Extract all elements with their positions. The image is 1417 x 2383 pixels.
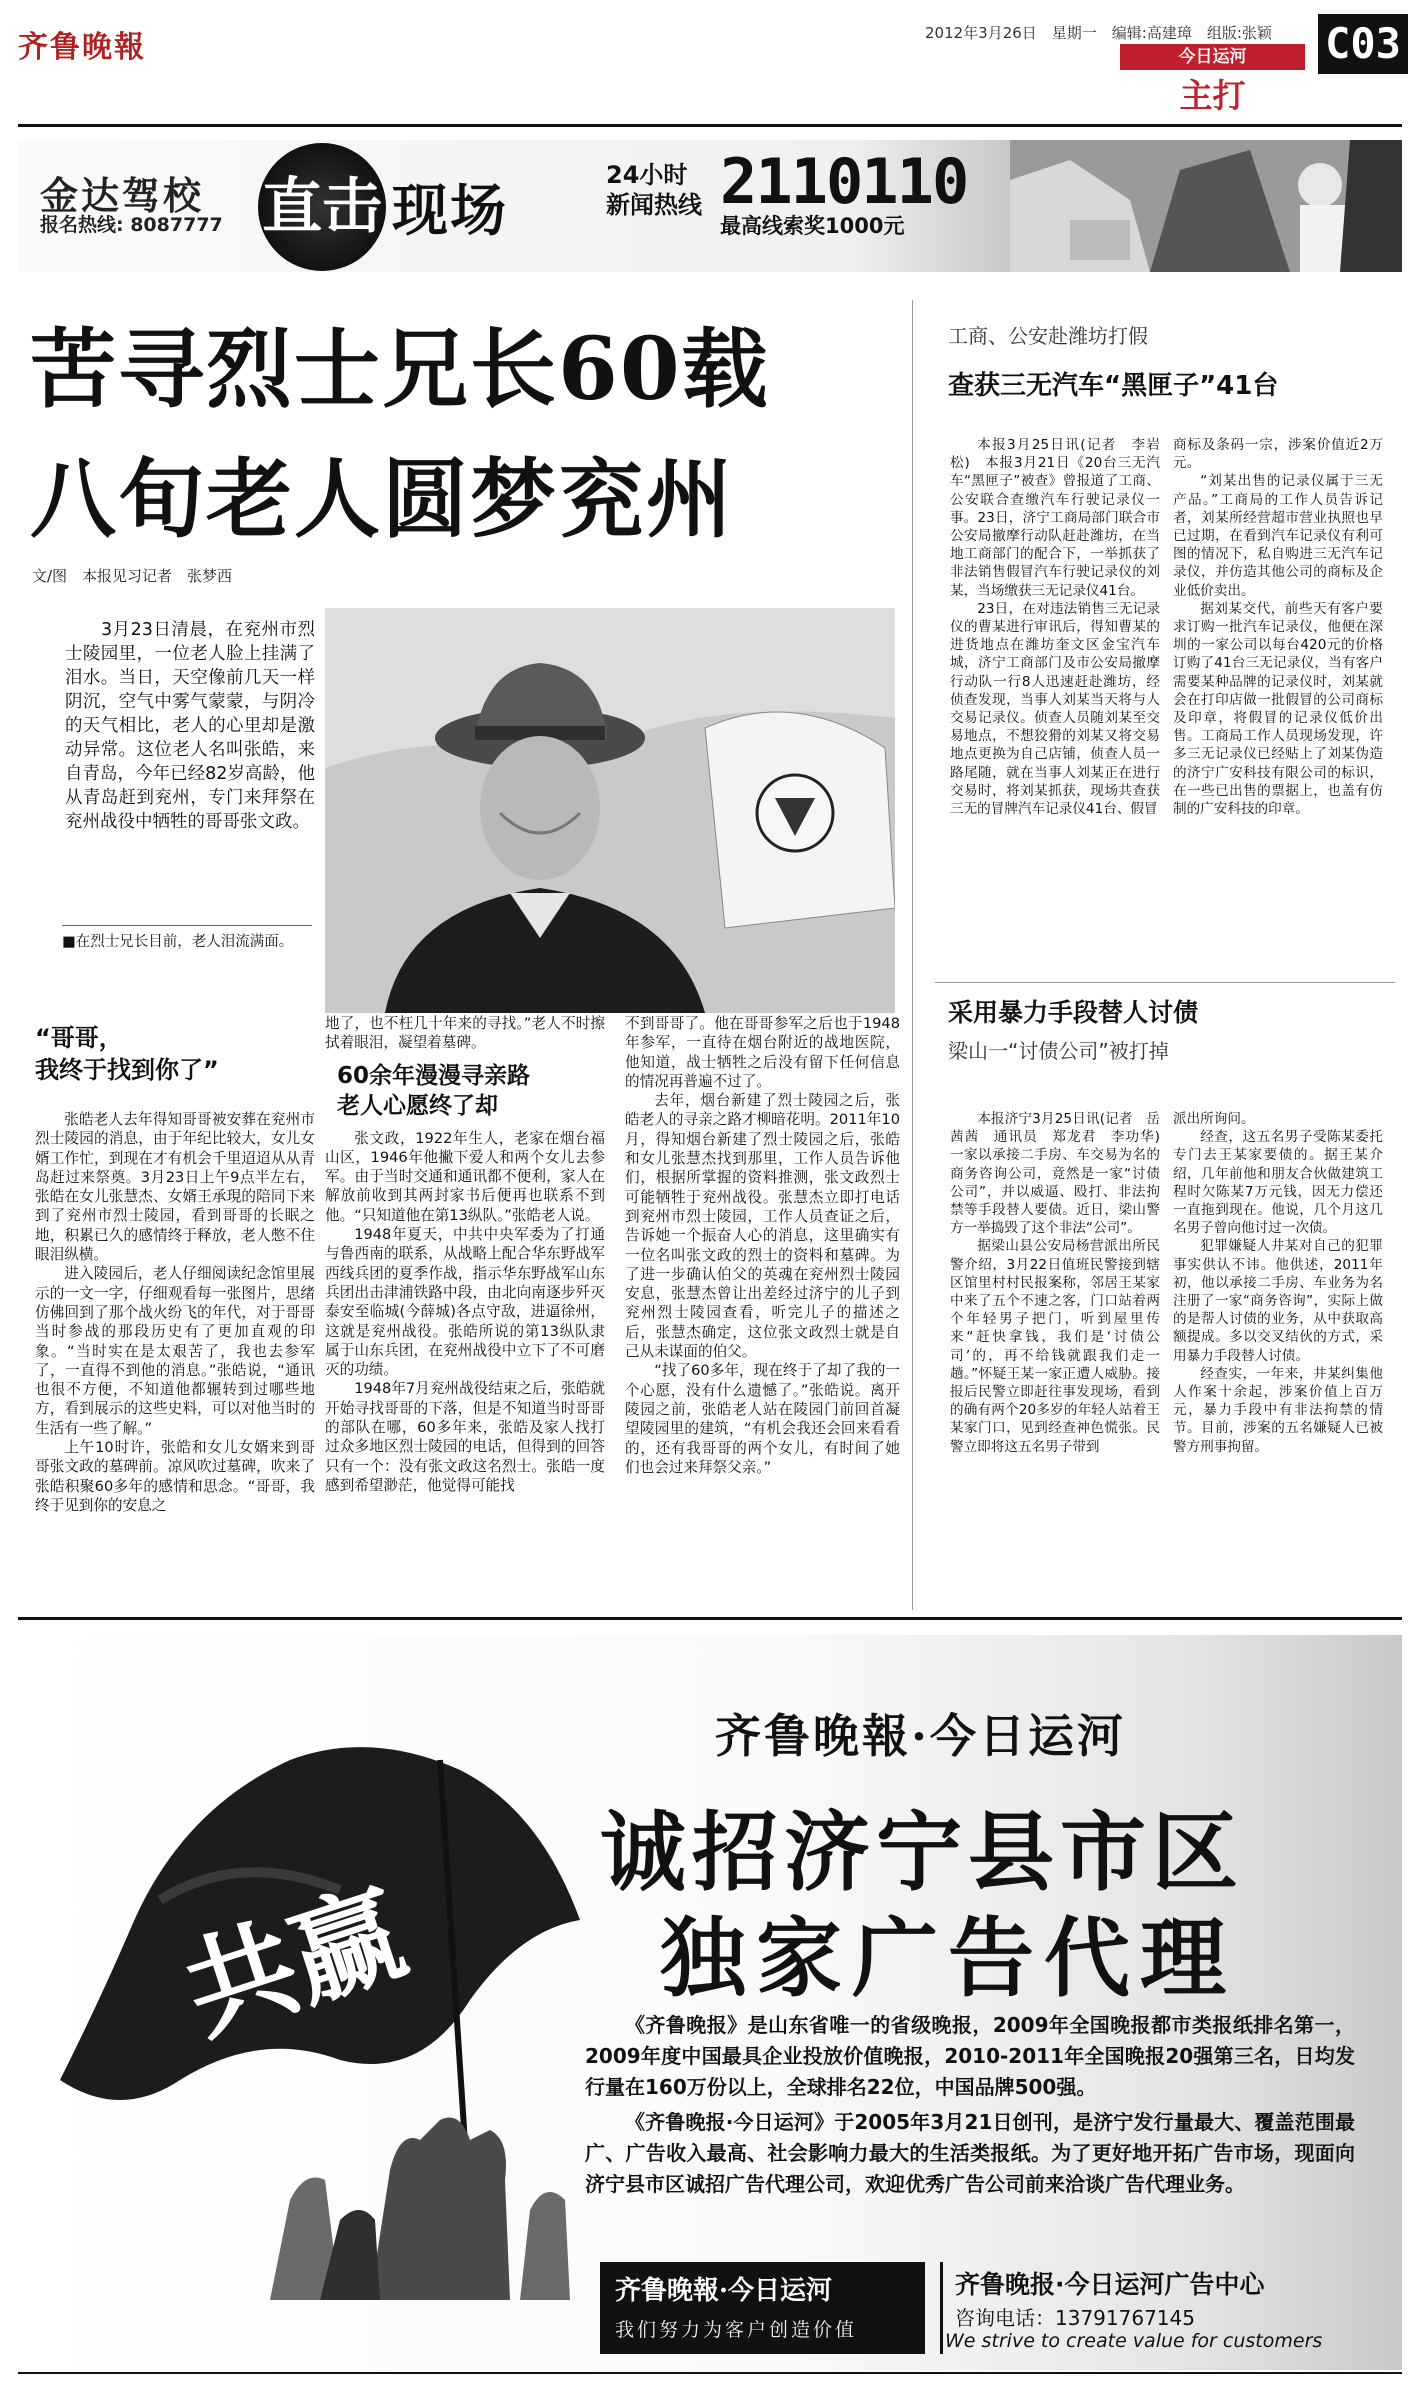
- paragraph: 据梁山县公安局杨营派出所民警介绍，3月22日值班民警接到辖区馆里村村民报案称，邻居王某家中来了五个不速之客，门口站着两个年轻男子把门，听到屋里传来“赶快拿钱，我们是‘讨债公司’的，再不给钱就跟我们走一趟。”怀疑王某一家正遭人威胁。接报后民警立即赶往事发现场，看到的确有两个20多岁的年轻人站着王某家门口，见到经查神色慌张。民警立即将这五名男子带到: [950, 1238, 1160, 1455]
- main-photo: [325, 608, 895, 1013]
- paragraph: 据刘某交代，前些天有客户要求订购一批汽车记录仪，他便在深圳的一家公司以每台420元的价格订购了41台三无记录仪，当有客户需要某种品牌的记录仪时，刘某就会在打印店做一批假冒的公司商标及印章，将假冒的记录仪低价出售。工商局工作人员现场发现，许多三无记录仪已经贴上了刘某伪造的济宁广安科技有限公司的标识，在一些已出售的票据上，也盖有仿制的广安科技的印章。: [1173, 600, 1383, 818]
- story2-column-2: [1173, 436, 1383, 818]
- banner-reward: 最高线索奖1000元: [720, 214, 905, 238]
- page-number: C03: [1318, 14, 1408, 74]
- bottom-rule: [18, 2372, 1402, 2374]
- paragraph: “找了60多年，现在终于了却了我的一个心愿，没有什么遗憾了。”张皓说。离开陵园之前，张皓老人站在陵园门前回首凝望陵园里的建筑，“有机会我还会回来看看的，还有我哥哥的两个女儿，有时间了她们也会过来拜祭父亲。”: [625, 1362, 900, 1476]
- main-byline: 文/图 本报见习记者 张梦西: [32, 567, 233, 585]
- photo-caption-text: 在烈士兄长目前，老人泪流满面。: [75, 934, 294, 950]
- paragraph: “刘某出售的记录仪属于三无产品。”工商局的工作人员告诉记者，刘某所经营超市营业执照也早已过期，在看到汽车记录仪有利可图的情况下，私自购进三无汽车记录仪，并仿造其他公司的商标及企业低价卖出。: [1173, 473, 1383, 599]
- banner-hotline-label: 24小时 新闻热线: [606, 161, 702, 219]
- story-divider: [935, 982, 1395, 983]
- paragraph: 张皓老人去年得知哥哥被安葬在兖州市烈士陵园的消息，由于年纪比较大，女儿女婿工作忙，到现在才有机会千里迢迢从从青岛赶过来祭奠。3月23日上午9点半左右，张皓在女儿张慧杰、女婿王承現的陪同下来到了兖州市烈士陵园，看到哥哥的长眠之地，积累已久的感情终于释放，老人憋不住眼泪纵横。: [35, 1111, 315, 1264]
- ad-brand: 齐鲁晚報·今日运河: [715, 1709, 1127, 1763]
- paragraph: 不到哥哥了。他在哥哥参军之后也于1948年参军，一直待在烟台附近的战地医院，他知道，战士牺牲之后没有留下任何信息的情况再普遍不过了。: [625, 1015, 900, 1090]
- ad-paragraph: 《齐鲁晚报·今日运河》于2005年3月21日创刊，是济宁发行量最大、覆盖范围最广、广告收入最高、社会影响力最大的生活类报纸。为了更好地开拓广告市场，现面向济宁县市区诚招广告代理公司，欢迎优秀广告公司前来洽谈广告代理业务。: [585, 2110, 1355, 2196]
- header-rule: [18, 124, 1402, 127]
- subhead-found-you: “哥哥， 我终于找到你了”: [35, 1024, 219, 1084]
- paragraph: 1948年7月兖州战役结束之后，张皓就开始寻找哥哥的下落，但是不知道当时哥哥的部队在哪，60多年来，张皓及家人找打过众多地区烈士陵园的电话，但得到的回答只有一个：没有张文政这名烈士。张皓一度感到希望渺茫，他觉得可能找: [325, 1380, 605, 1494]
- section-label: 今日运河: [1120, 44, 1305, 70]
- ad-footer-brand: 齐鲁晚報·今日运河: [615, 2276, 833, 2306]
- story2-column-1: [950, 436, 1160, 818]
- story3-column-2: [1173, 1110, 1383, 1456]
- ad-flag-illustration: [40, 1700, 600, 2300]
- ad-title-line1: 诚招济宁县市区: [600, 1802, 1244, 1903]
- paragraph: 进入陵园后，老人仔细阅读纪念馆里展示的一文一字，仔细观看每一张图片，思绪仿佛回到了那个战火纷飞的年代，对于哥哥当时参战的那段历史有了更加直观的印象。“当时实在是太艰苦了，我也去参军了，一直得不到他的消息。”张皓说，“通讯也很不方便，不知道他都辗转到过哪些地方，看到展示的这些史料，可以对他当时的生活有一些了解。”: [35, 1265, 315, 1437]
- paragraph: 23日，在对违法销售三无记录仪的曹某进行审讯后，得知曹某的进货地点在潍坊奎文区金宝汽车城，济宁工商部门及市公安局撤摩行动队一行8人迅速赶赴潍坊，经侦查发现，当事人刘某当天将与人交易记录仪。侦查人员随刘某至交易地点，不想狡猾的刘某又将交易地点更换为自己店铺，侦查人员一路尾随，就在当事人刘某正在进行交易时，将刘某抓获，现场共查获三无的冒牌汽车记录仪41台、假冒: [950, 600, 1160, 818]
- paragraph: 张文政，1922年生人，老家在烟台福山区，1946年他撇下爱人和两个女儿去参军。由于当时交通和通讯都不便利，家人在解放前收到其两封家书后便再也联系不到他。“只知道他在第13纵队。”张皓老人说。: [325, 1129, 605, 1224]
- paragraph: 上午10时许，张皓和女儿女婿来到哥哥张文政的墓碑前。凉风吹过墓碑，吹来了张皓积聚60多年的感情和思念。“哥哥，我终于见到你的安息之: [35, 1439, 315, 1514]
- paragraph: 犯罪嫌疑人井某对自己的犯罪事实供认不讳。他供述，2011年初，他以承接二手房、车业务为名注册了一家“商务咨询”，实际上做的是帮人讨债的业务，从中获取高额提成。多以交叉结伙的方式，采用暴力手段替人讨债。: [1173, 1238, 1383, 1364]
- ad-english-slogan: We strive to create value for customers: [945, 2330, 1323, 2352]
- story2-kicker: 工商、公安赴潍坊打假: [948, 324, 1148, 348]
- paragraph: 经查实，一年来，井某纠集他人作案十余起，涉案价值上百万元，暴力手段中有非法拘禁的情节。目前，涉案的五名嫌疑人已被警方刑事拘留。: [1173, 1365, 1383, 1455]
- column-divider: [912, 300, 913, 1610]
- main-column-1: [35, 1110, 315, 1515]
- paragraph: 地了，也不枉几十年来的寻找。”老人不时擦拭着眼泪，凝望着墓碑。: [325, 1015, 605, 1052]
- main-headline-line2: 八旬老人圆梦兖州: [30, 449, 734, 550]
- ad-footer-slogan: 我们努力为客户创造价值: [615, 2319, 858, 2341]
- main-column-3: [625, 1014, 900, 1477]
- ad-phone: 咨询电话：13791767145: [955, 2306, 1195, 2330]
- banner-zhiji-logo: 直击: [258, 143, 386, 271]
- dateline: 2012年3月26日 星期一 编辑:高建璋 组版:张颖: [925, 24, 1272, 42]
- story3-column-1: [950, 1110, 1174, 1456]
- story2-title: 查获三无汽车“黑匣子”41台: [948, 371, 1279, 401]
- photo-caption: ■在烈士兄长目前，老人泪流满面。: [62, 934, 294, 950]
- story3-title: 采用暴力手段替人讨债: [948, 998, 1199, 1027]
- caption-rule: [62, 925, 312, 926]
- section-name: 主打: [1179, 76, 1246, 115]
- main-headline-line1: 苦寻烈士兄长60载: [30, 319, 770, 420]
- ad-title-line2: 独家广告代理: [660, 1908, 1236, 2009]
- paragraph: 经查，这五名男子受陈某委托专门去王某家要债的。据王某介绍，几年前他和朋友合伙做建筑工程时欠陈某7万元钱，因无力偿还一直拖到现在。他说，几个月这几名男子曾向他讨过一次债。: [1173, 1129, 1383, 1237]
- paragraph: 商标及条码一宗，涉案价值近2万元。: [1173, 437, 1383, 472]
- banner-hotline-number: 2110110: [720, 145, 968, 218]
- ad-body: [585, 2010, 1355, 2204]
- banner-school-name: 金达驾校: [40, 174, 205, 218]
- paragraph: 1948年夏天，中共中央军委为了打通与鲁西南的联系，从战略上配合华东野战军西线兵团的夏季作战，指示华东野战军山东兵团出击津浦铁路中段，由北向南逐步歼灭泰安至临城(今薛城)各点守敌，进逼徐州，这就是兖州战役。张皓所说的第13纵队隶属于山东兵团，在兖州战役中立下了不可磨灭的功绩。: [325, 1226, 605, 1379]
- banner-school-tel: 报名热线: 8087777: [40, 214, 223, 236]
- banner-xianchang: 现场: [392, 179, 508, 244]
- ad-paragraph: 《齐鲁晚报》是山东省唯一的省级晚报，2009年全国晚报都市类报纸排名第一，2009年度中国最具企业投放价值晚报，2010-2011年全国晚报20强第三名，日均发行量在160万份以上，全球排名22位，中国品牌500强。: [585, 2013, 1355, 2099]
- banner-photo: [1010, 140, 1402, 272]
- masthead-logo: 齐鲁晚報: [18, 30, 146, 65]
- main-lead-paragraph: 3月23日清晨，在兖州市烈士陵园里，一位老人脸上挂满了泪水。当日，天空像前几天一样阴沉，空气中雾气蒙蒙，与阴冷的天气相比，老人的心里却是激动异常。这位老人名叫张皓，来自青岛，今年已经82岁高龄，他从青岛赶到兖州，专门来拜祭在兖州战役中牺牲的哥哥张文政。: [65, 620, 315, 832]
- subhead-search-road: 60余年漫漫寻亲路 老人心愿终了却: [337, 1062, 531, 1119]
- paragraph: 派出所询问。: [1173, 1111, 1255, 1127]
- ad-center-name: 齐鲁晚报·今日运河广告中心: [955, 2270, 1265, 2299]
- paragraph: 本报济宁3月25日讯(记者 岳茜茜 通讯员 郑龙君 李功华) 一家以承接二手房、车交易为名的商务咨询公司，竟然是一家“讨债公司”，并以威逼、殴打、非法拘禁等手段替人要债。近日，梁山警方一举捣毁了这个非法“公司”。: [950, 1111, 1174, 1237]
- paragraph: 去年，烟台新建了烈士陵园之后，张皓老人的寻亲之路才柳暗花明。2011年10月，得知烟台新建了烈士陵园之后，张皓和女儿张慧杰找到那里，工作人员告诉他们，根据所掌握的资料推测，张文政烈士可能牺牲于兖州战役。张慧杰立即打电话到兖州市烈士陵园，工作人员查证之后，告诉她一个振奋人心的消息，这里确实有一位名叫张文政的烈士的资料和墓碑。为了进一步确认伯父的英魂在兖州烈士陵园安息，张慧杰曾让出差经过济宁的儿子到兖州烈士陵园查看，听完儿子的描述之后，张慧杰确定，这位张文政烈士就是自己从未谋面的伯父。: [625, 1092, 900, 1361]
- section-rule: [18, 1617, 1402, 1620]
- ad-flag-text: 共赢: [169, 1867, 419, 2058]
- main-column-2: [325, 1014, 605, 1495]
- story3-kicker: 梁山一“讨债公司”被打掉: [948, 1039, 1169, 1063]
- ad-footer-divider: [940, 2262, 943, 2354]
- paragraph: 本报3月25日讯(记者 李岩松) 本报3月21日《20台三无汽车“黑匣子”被查》曾报道了工商、公安联合查缴汽车行驶记录仪一事。23日，济宁工商局部门联合市公安局撤摩行动队赶赴潍坊，在当地工商部门的配合下，一举抓获了非法销售假冒汽车行驶记录仪的刘某，当场缴获三无记录仪41台。: [950, 437, 1160, 599]
